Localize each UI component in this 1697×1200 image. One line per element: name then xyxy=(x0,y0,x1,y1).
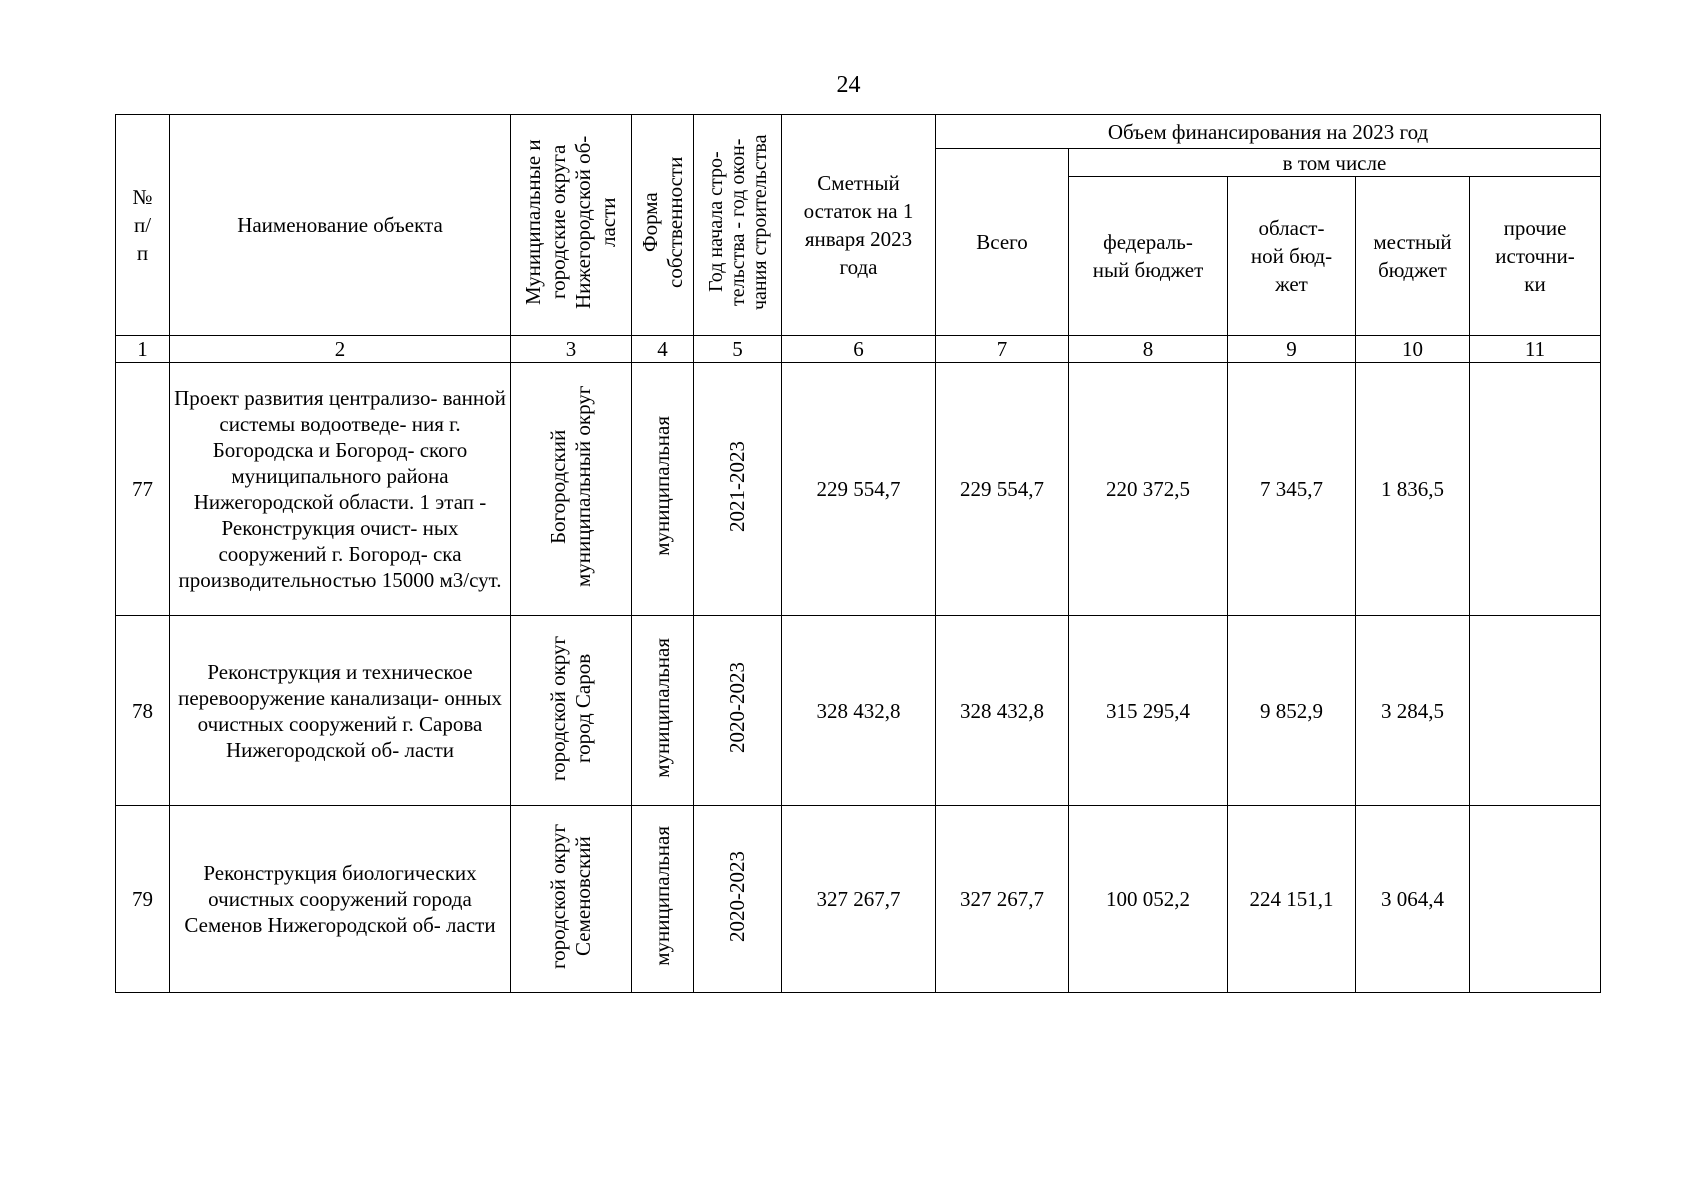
row-federal: 315 295,4 xyxy=(1069,616,1228,806)
header-municipality: Муниципальные и городские округа Нижегородской об- ласти xyxy=(511,115,632,336)
column-number: 11 xyxy=(1470,336,1601,363)
row-local: 1 836,5 xyxy=(1356,363,1470,616)
row-total: 328 432,8 xyxy=(936,616,1069,806)
column-number: 7 xyxy=(936,336,1069,363)
column-number: 9 xyxy=(1228,336,1356,363)
header-years: Год начала стро- тельства - год окон- чания строительства xyxy=(694,115,782,336)
row-regional: 7 345,7 xyxy=(1228,363,1356,616)
row-ownership: муниципальная xyxy=(632,616,694,806)
row-object-name: Реконструкция биологических очистных сооружений города Семенов Нижегородской об- ласти xyxy=(170,806,511,993)
row-local: 3 284,5 xyxy=(1356,616,1470,806)
row-estimated-balance: 327 267,7 xyxy=(782,806,936,993)
column-number: 3 xyxy=(511,336,632,363)
table-row xyxy=(116,616,1601,806)
row-total: 229 554,7 xyxy=(936,363,1069,616)
row-regional: 9 852,9 xyxy=(1228,616,1356,806)
row-years: 2020-2023 xyxy=(694,806,782,993)
row-estimated-balance: 328 432,8 xyxy=(782,616,936,806)
column-number: 6 xyxy=(782,336,936,363)
header-other: прочие источни- ки xyxy=(1470,177,1601,336)
header-num: № п/ п xyxy=(116,115,170,336)
row-ownership: муниципальная xyxy=(632,363,694,616)
row-municipality: городской округ Семеновский xyxy=(511,806,632,993)
row-other xyxy=(1470,363,1601,616)
financing-table xyxy=(115,114,1601,993)
row-ownership: муниципальная xyxy=(632,806,694,993)
row-num: 79 xyxy=(116,806,170,993)
row-federal: 100 052,2 xyxy=(1069,806,1228,993)
header-row-1 xyxy=(116,115,1601,149)
row-other xyxy=(1470,616,1601,806)
column-number: 5 xyxy=(694,336,782,363)
header-total: Всего xyxy=(936,149,1069,336)
row-regional: 224 151,1 xyxy=(1228,806,1356,993)
page-number: 24 xyxy=(836,72,861,98)
header-estimated-balance: Сметный остаток на 1 января 2023 года xyxy=(782,115,936,336)
header-including: в том числе xyxy=(1069,149,1601,177)
row-local: 3 064,4 xyxy=(1356,806,1470,993)
column-number-row xyxy=(116,336,1601,363)
row-total: 327 267,7 xyxy=(936,806,1069,993)
row-years: 2020-2023 xyxy=(694,616,782,806)
column-number: 4 xyxy=(632,336,694,363)
header-local: местный бюджет xyxy=(1356,177,1470,336)
column-number: 10 xyxy=(1356,336,1470,363)
row-num: 77 xyxy=(116,363,170,616)
row-object-name: Реконструкция и техническое перевооружение канализаци- онных очистных сооружений г. Сарова Нижегородской об- ласти xyxy=(170,616,511,806)
header-funding-group: Объем финансирования на 2023 год xyxy=(936,115,1601,149)
row-municipality: Богородский муниципальный округ xyxy=(511,363,632,616)
row-num: 78 xyxy=(116,616,170,806)
header-federal: федераль- ный бюджет xyxy=(1069,177,1228,336)
column-number: 1 xyxy=(116,336,170,363)
column-number: 2 xyxy=(170,336,511,363)
row-years: 2021-2023 xyxy=(694,363,782,616)
row-estimated-balance: 229 554,7 xyxy=(782,363,936,616)
table-row xyxy=(116,363,1601,616)
header-name: Наименование объекта xyxy=(170,115,511,336)
header-regional: област- ной бюд- жет xyxy=(1228,177,1356,336)
row-federal: 220 372,5 xyxy=(1069,363,1228,616)
row-object-name: Проект развития централизо- ванной системы водоотведе- ния г. Богородска и Богород- ского муниципального района Нижегородской области. 1 этап - Реконструкция очист- ных сооружений г. Богород- ска производительностью 15000 м3/сут. xyxy=(170,363,511,616)
column-number: 8 xyxy=(1069,336,1228,363)
header-ownership: Форма собственности xyxy=(632,115,694,336)
table-row xyxy=(116,806,1601,993)
row-municipality: городской округ город Саров xyxy=(511,616,632,806)
row-other xyxy=(1470,806,1601,993)
